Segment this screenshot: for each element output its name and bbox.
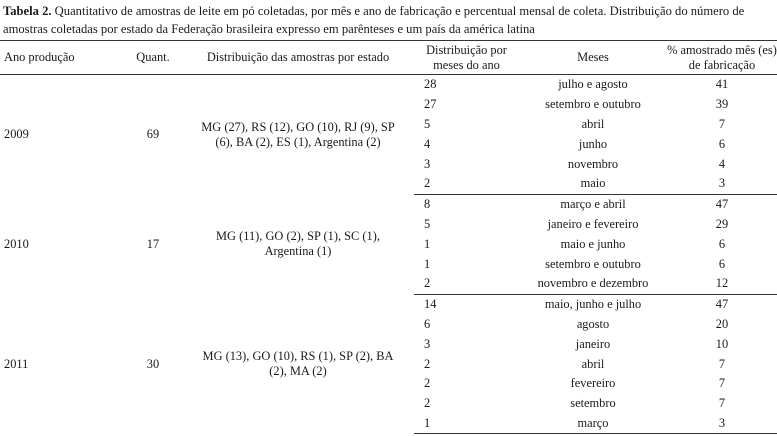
header-distribuicao-estado: Distribuição das amostras por estado — [182, 41, 414, 75]
cell-meses: janeiro — [575, 336, 611, 351]
cell-distribuicao-meses: 28 — [424, 77, 437, 92]
cell-percentual: 41 — [715, 77, 729, 92]
table-caption — [3, 2, 773, 38]
cell-percentual: 3 — [667, 174, 777, 194]
data-table — [0, 40, 777, 434]
cell-percentual: 6 — [718, 256, 726, 271]
cell-distribuicao-meses: 2 — [424, 356, 431, 371]
cell-meses: julho e agosto — [558, 77, 628, 92]
cell-distribuicao-meses: 1 — [424, 256, 431, 271]
cell-meses: maio — [519, 174, 667, 194]
header-meses: Meses — [519, 41, 667, 75]
cell-percentual: 6 — [718, 136, 726, 151]
cell-meses: março — [519, 414, 667, 434]
header-percentual-line1: % amostrado mês (es) — [667, 42, 777, 57]
cell-distribuicao-meses: 3 — [424, 336, 431, 351]
cell-meses: abril — [581, 356, 605, 371]
table-row — [0, 194, 777, 214]
caption-label: Tabela 2. — [3, 4, 52, 18]
cell-meses: novembro e dezembro — [519, 274, 667, 294]
cell-percentual: 4 — [718, 156, 726, 171]
cell-meses: setembro — [570, 396, 616, 411]
header-distribuicao-meses-line2: meses do ano — [433, 57, 500, 72]
cell-meses: abril — [581, 116, 605, 131]
cell-meses: agosto — [576, 316, 610, 331]
cell-quant: 17 — [146, 236, 160, 251]
header-percentual — [667, 41, 777, 75]
table-header-row — [0, 41, 777, 75]
table-row — [0, 75, 777, 95]
cell-meses: junho — [578, 136, 608, 151]
cell-distribuicao-meses: 1 — [414, 414, 519, 434]
distribuicao-estado-text: MG (11), GO (2), SP (1), SC (1), Argentina (1) — [216, 229, 380, 259]
cell-percentual: 29 — [715, 216, 729, 231]
cell-percentual: 39 — [715, 97, 729, 112]
cell-ano-producao: 2010 — [4, 236, 29, 251]
cell-meses: setembro e outubro — [545, 256, 641, 271]
cell-meses: janeiro e fevereiro — [547, 216, 639, 231]
cell-meses: fevereiro — [570, 376, 616, 391]
distribuicao-estado-text: MG (27), RS (12), GO (10), RJ (9), SP (6), BA (2), ES (1), Argentina (2) — [201, 119, 395, 149]
distribuicao-estado-text: MG (13), GO (10), RS (1), SP (2), BA (2), MA (2) — [202, 349, 394, 379]
cell-distribuicao-estado — [182, 194, 414, 294]
cell-meses: maio, junho e julho — [544, 297, 642, 312]
cell-distribuicao-meses: 27 — [424, 97, 437, 112]
cell-percentual: 3 — [667, 414, 777, 434]
header-distribuicao-meses — [414, 41, 519, 75]
cell-percentual: 7 — [718, 376, 726, 391]
cell-ano-producao: 2009 — [4, 127, 29, 142]
cell-percentual: 6 — [718, 236, 726, 251]
cell-percentual: 20 — [715, 316, 729, 331]
cell-quant: 30 — [146, 356, 160, 371]
cell-distribuicao-meses: 6 — [424, 316, 431, 331]
table-body — [0, 75, 777, 434]
cell-distribuicao-meses: 4 — [424, 136, 431, 151]
cell-percentual: 12 — [667, 274, 777, 294]
cell-percentual: 7 — [718, 356, 726, 371]
cell-distribuicao-meses: 14 — [424, 297, 437, 312]
cell-distribuicao-meses: 8 — [424, 197, 431, 212]
header-percentual-line2: de fabricação — [688, 57, 756, 72]
cell-distribuicao-estado — [182, 75, 414, 195]
cell-distribuicao-estado — [182, 294, 414, 434]
cell-ano-producao: 2011 — [4, 356, 29, 371]
cell-distribuicao-meses: 2 — [414, 174, 519, 194]
cell-quant: 69 — [146, 127, 160, 142]
header-quant: Quant. — [124, 41, 182, 75]
cell-percentual: 47 — [715, 297, 729, 312]
cell-percentual: 10 — [715, 336, 729, 351]
cell-percentual: 7 — [718, 396, 726, 411]
table-row — [0, 294, 777, 314]
cell-distribuicao-meses: 5 — [424, 116, 431, 131]
caption-text: Quantitativo de amostras de leite em pó coletadas, por mês e ano de fabricação e percentual mensal de coleta. Distribuição do número de amostras coletadas por estado da Federação brasileira expresso em parênteses e um país da américa latina — [3, 4, 745, 36]
cell-distribuicao-meses: 5 — [424, 216, 431, 231]
cell-meses: maio e junho — [560, 236, 626, 251]
cell-meses: março e abril — [560, 197, 626, 212]
cell-distribuicao-meses: 2 — [424, 396, 431, 411]
cell-distribuicao-meses: 1 — [424, 236, 431, 251]
cell-distribuicao-meses: 3 — [424, 156, 431, 171]
cell-percentual: 47 — [715, 197, 729, 212]
cell-percentual: 7 — [718, 116, 726, 131]
header-ano-producao: Ano produção — [0, 41, 124, 75]
cell-distribuicao-meses: 2 — [414, 274, 519, 294]
header-distribuicao-meses-line1: Distribuição por — [426, 42, 507, 57]
cell-meses: setembro e outubro — [545, 97, 641, 112]
cell-distribuicao-meses: 2 — [424, 376, 431, 391]
cell-meses: novembro — [567, 156, 619, 171]
